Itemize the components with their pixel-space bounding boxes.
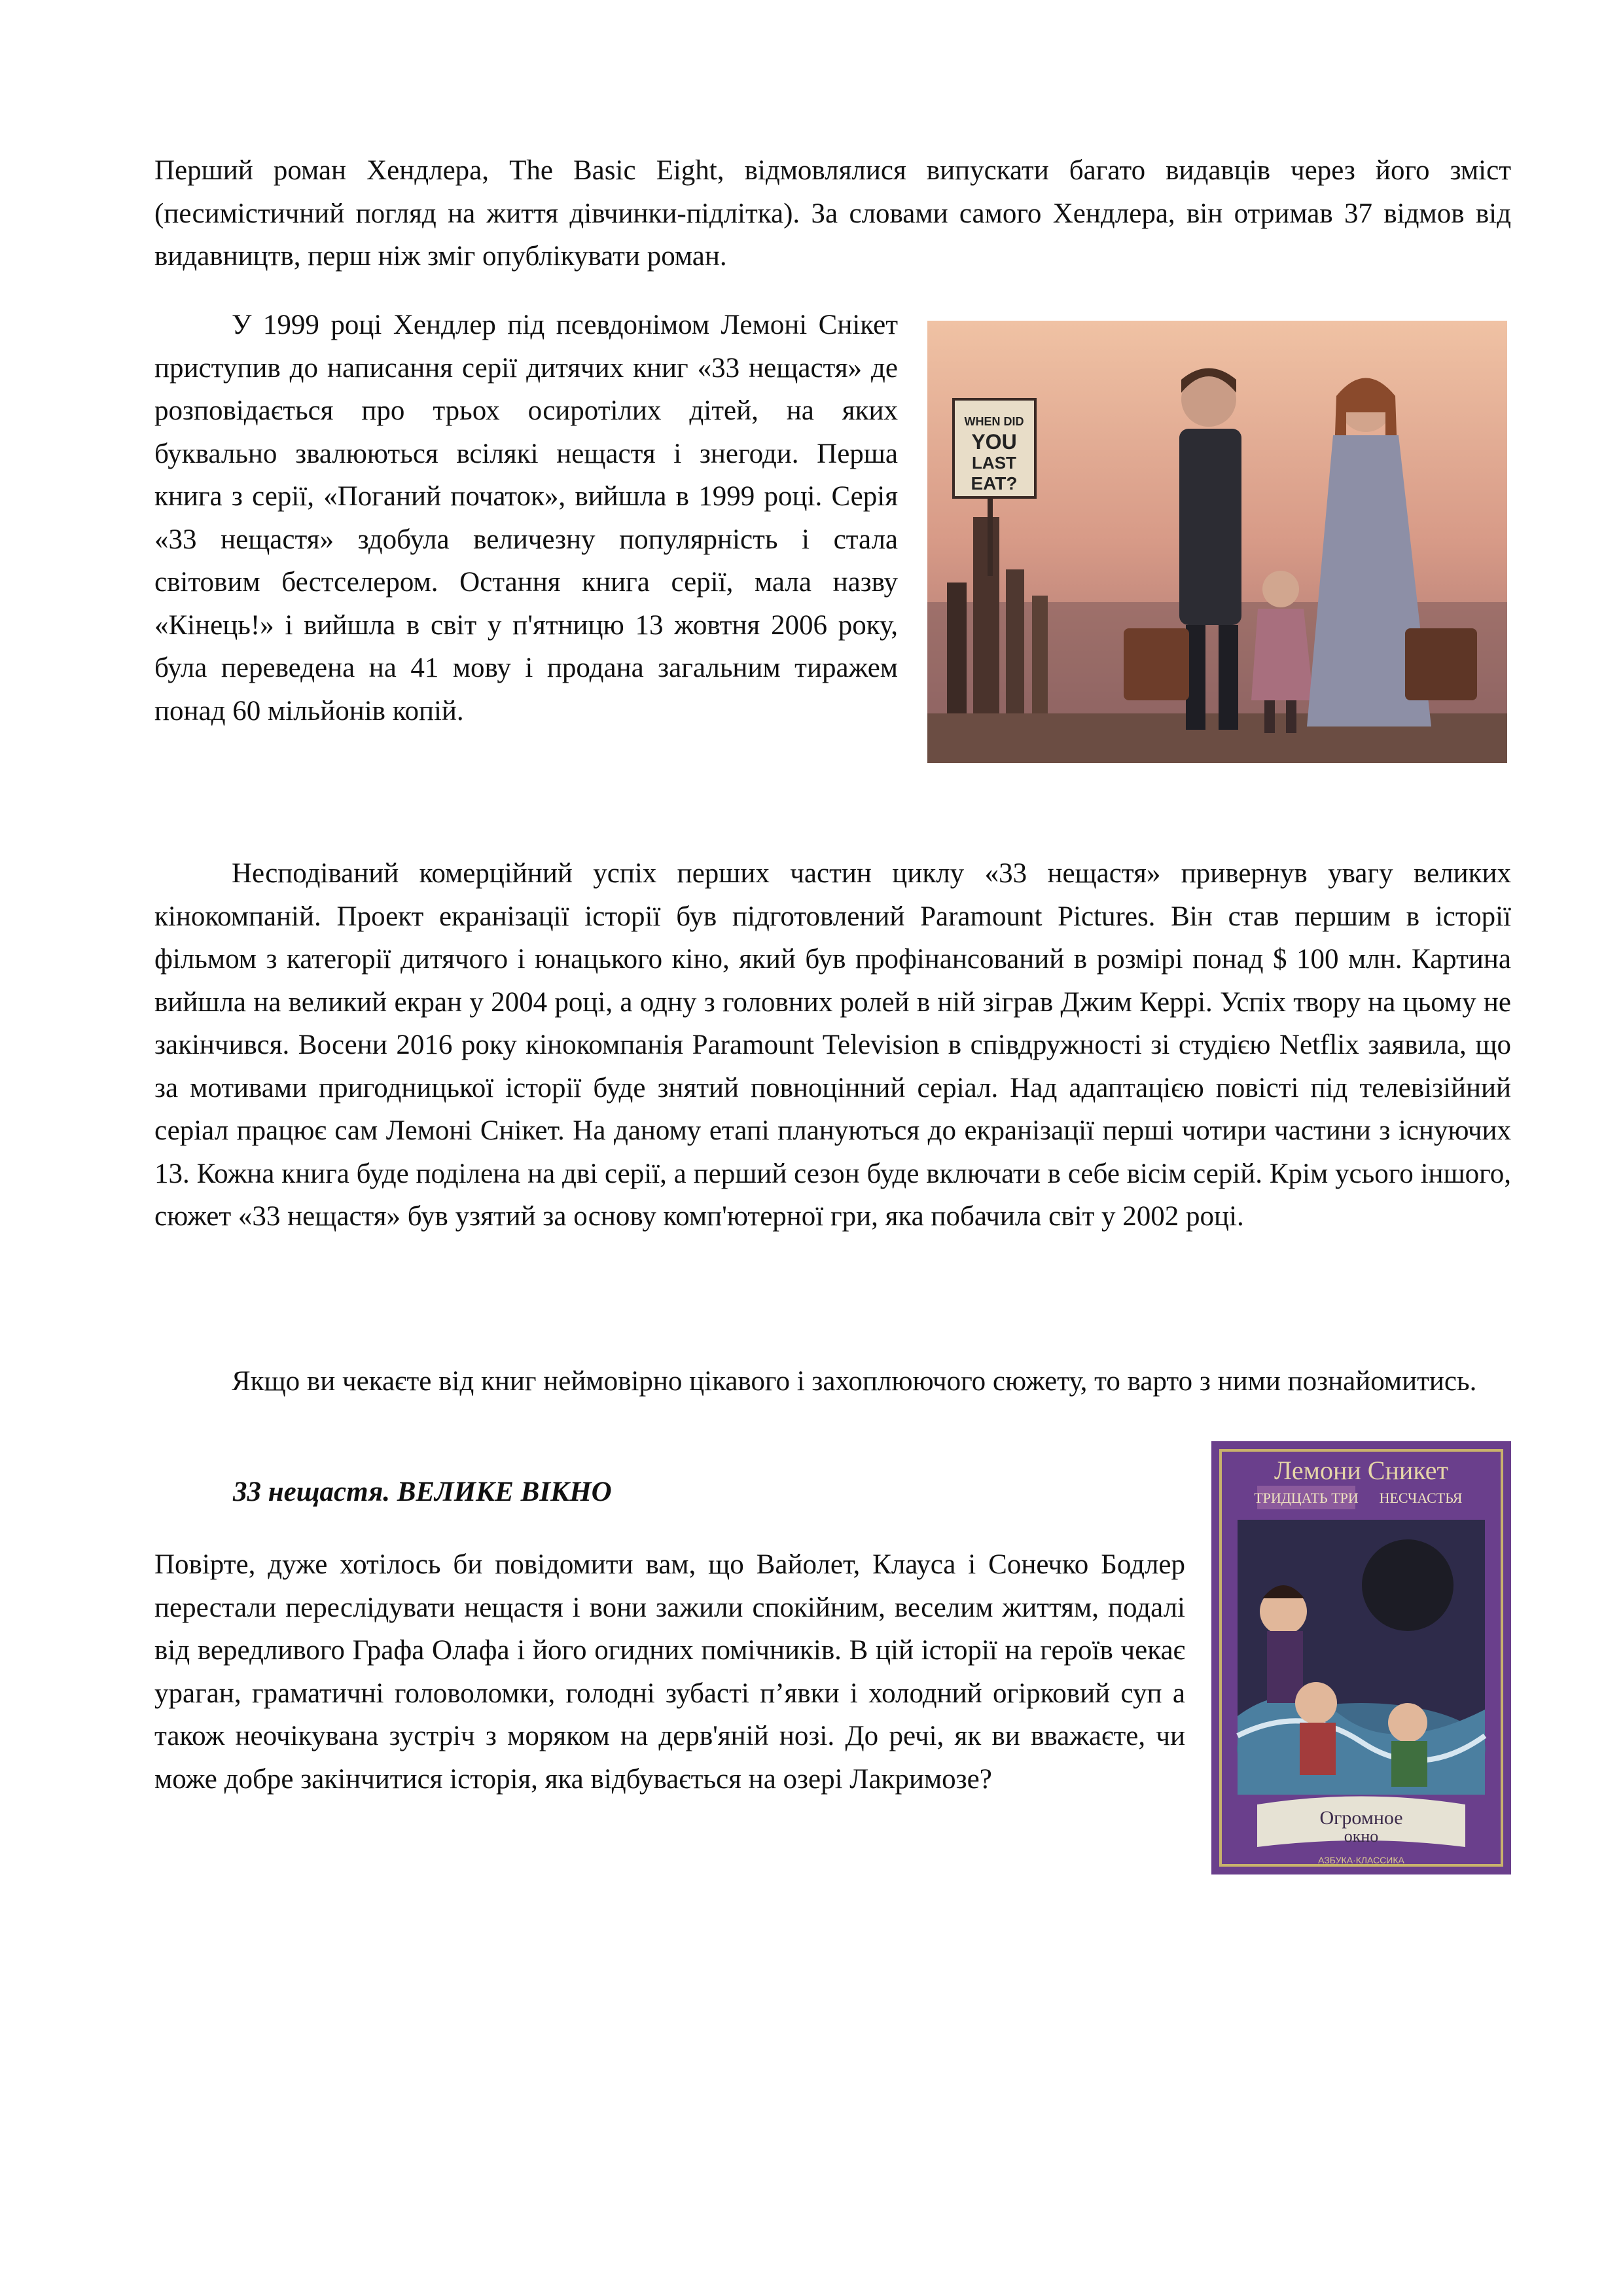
paragraph-film: Несподіваний комерційний успіх перших частин циклу «33 нещастя» привернув увагу великих кінокомпаній. Проект екранізації історії був підготовлений Paramount Pictures. Він став першим в історії фільмом з категорії дитячого і юнацького кіно, який був профінансований в розмірі понад $ 100 млн. Картина вийшла на великий екран у 2004 році, а одну з головних ролей в ній зіграв Джим Керрі. Успіх твору на цьому не закінчився. Восени 2016 року кінокомпанія Paramount Television в співдружності зі студією Netflix заявила, що за мотивами пригодницької історії буде знятий повноцінний серіал. Над адаптацією повісті під телевізійний серіал працює сам Лемоні Снікет. На даному етапі плануються до екранізації перші чотири частини з існуючих 13. Кожна книга буде поділена на дві серії, а перший сезон буде включати в себе вісім серій. Крім усього іншого, сюжет «33 нещастя» був узятий за основу комп'ютерної гри, яка побачила світ у 2002 році. [154, 858, 1511, 1232]
book-heading: 33 нещастя. ВЕЛИКЕ ВІКНО [233, 1477, 612, 1507]
paragraph-invite: Якщо ви чекаєте від книг неймовірно цікавого і захоплюючого сюжету, то варто з ними познайомитись. [232, 1366, 1477, 1397]
paragraph-intro: Перший роман Хендлера, The Basic Eight, відмовлялися випускати багато видавців через його зміст (песимістичний погляд на життя дівчинки-підлітка). За словами самого Хендлера, він отримав 37 відмов від видавництв, перш ніж зміг опублікувати роман. [154, 155, 1511, 272]
cover-author: Лемони Сникет [1274, 1456, 1448, 1485]
sign-text-1: WHEN DID [964, 415, 1024, 428]
book-cover-image [1211, 1441, 1511, 1874]
paragraph-series: У 1999 році Хендлер під псевдонімом Лемоні Снікет приступив до написання серії дитячих книг «33 нещастя» де розповідається про трьох осиротілих дітей, на яких буквально звалюються всілякі нещастя і знегоди. Перша книга з серії, «Поганий початок», вийшла в 1999 році. Серія «33 нещастя» здобула величезну популярність і стала світовим бестселером. Остання книга серії, мала назву «Кінець!» і вийшла в світ у п'ятницю 13 жовтня 2006 року, була переведена на 41 мову і продана загальним тиражем понад 60 мільйонів копій. [154, 310, 898, 726]
cover-series-2: НЕСЧАСТЬЯ [1379, 1490, 1463, 1506]
cover-title-2: окно [1344, 1827, 1379, 1846]
sign-text-3: LAST [972, 453, 1016, 473]
paragraph-book-summary: Повірте, дуже хотілось би повідомити вам, що Вайолет, Клауса і Сонечко Бодлер перестали переслідувати нещастя і вони зажили спокійним, веселим життям, подалі від вередливого Графа Олафа і його огидних помічників. В цій історії на героїв чекає ураган, граматичні головоломки, голодні зубасті п’явки і холодний огірковий суп а також неочікувана зустріч з моряком на дерв'яній нозі. До речі, як ви вважаєте, чи може добре закінчитися історія, яка відбувається на озері Лакримозе? [154, 1549, 1185, 1795]
sign-text-2: YOU [971, 430, 1017, 454]
movie-still-photo [927, 321, 1507, 763]
cover-title-1: Огромное [1319, 1807, 1403, 1829]
cover-publisher: АЗБУКА·КЛАССИКА [1318, 1855, 1404, 1865]
cover-series-1: ТРИДЦАТЬ ТРИ [1254, 1490, 1359, 1506]
sign-text-4: EAT? [971, 473, 1018, 493]
